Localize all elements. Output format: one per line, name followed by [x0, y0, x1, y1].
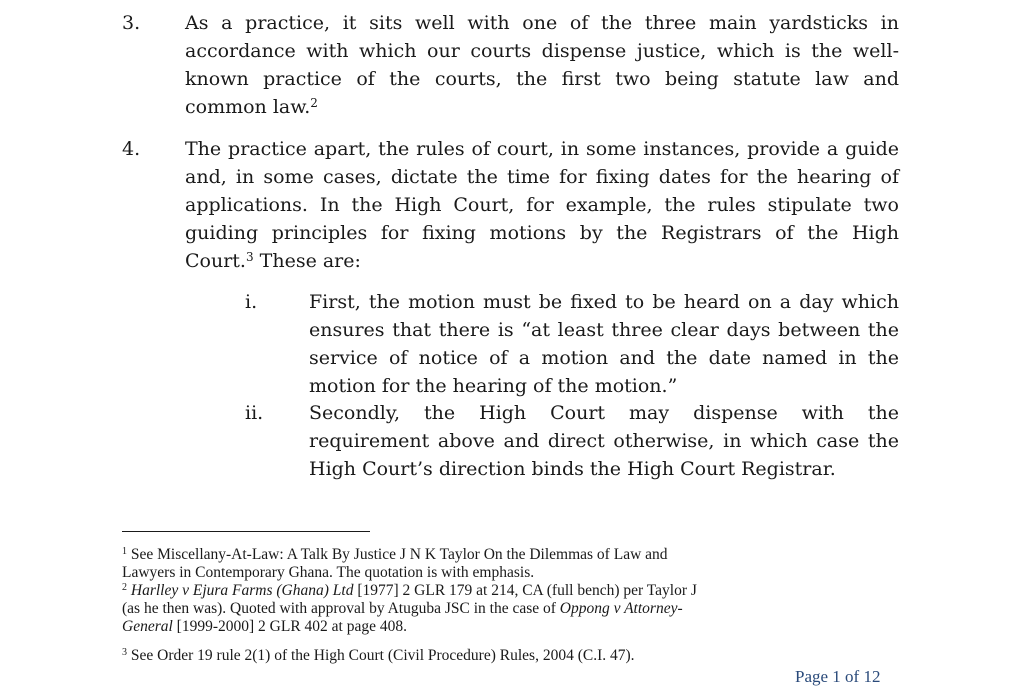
case-citation: Harlley v Ejura Farms (Ghana) Ltd — [130, 582, 354, 599]
footnote-marker: 1 — [122, 546, 127, 557]
paragraph-number: 4. — [122, 138, 141, 160]
footnote-line — [122, 618, 882, 636]
footnote-line — [122, 600, 882, 618]
paragraph-line-text: common law. — [185, 96, 311, 118]
paragraph-text — [185, 9, 899, 121]
footnote-line — [122, 546, 882, 564]
subitem-text — [309, 288, 899, 400]
case-citation: Oppong v Attorney- — [559, 600, 683, 617]
subitem-number: i. — [245, 291, 258, 313]
footnote-text: See Order 19 rule 2(1) of the High Court (Civil Procedure) Rules, 2004 (C.I. 47). — [130, 647, 635, 664]
footnote-marker: 2 — [122, 582, 127, 593]
paragraph-line: known practice of the courts, the first two being statute law and — [185, 68, 899, 90]
paragraph-line: accordance with which our courts dispense justice, which is the well- — [185, 40, 899, 62]
footnote-line — [122, 647, 882, 665]
subitem-line: High Court’s direction binds the High Court Registrar. — [309, 458, 836, 480]
subitem-line: Secondly, the High Court may dispense with the — [309, 402, 899, 424]
page-number: Page 1 of 12 — [795, 667, 881, 686]
footnote-1 — [122, 546, 882, 582]
footnote-2 — [122, 582, 882, 636]
footnote-text: [1999-2000] 2 GLR 402 at page 408. — [172, 618, 407, 635]
footnote-ref[interactable]: 3 — [245, 250, 254, 264]
paragraph-line: applications. In the High Court, for example, the rules stipulate two — [185, 194, 899, 216]
subitem-line: First, the motion must be fixed to be heard on a day which — [309, 291, 899, 313]
footnote-text: (as he then was). Quoted with approval by Atuguba JSC in the case of — [122, 600, 560, 617]
subitem-line: service of notice of a motion and the date named in the — [309, 347, 899, 369]
paragraph-line — [185, 93, 899, 121]
paragraph-line: As a practice, it sits well with one of the three main yardsticks in — [185, 12, 899, 34]
paragraph-line: The practice apart, the rules of court, in some instances, provide a guide — [185, 138, 899, 160]
paragraph-line — [185, 247, 899, 275]
subitem-text — [309, 399, 899, 483]
paragraph-text — [185, 135, 899, 275]
paragraph-line: and, in some cases, dictate the time for fixing dates for the hearing of — [185, 166, 899, 188]
case-citation: General — [122, 618, 173, 635]
paragraph-line: guiding principles for fixing motions by the Registrars of the High — [185, 222, 899, 244]
footnote-separator — [122, 531, 370, 532]
paragraph-line-text: Court. — [185, 250, 246, 272]
subitem-number: ii. — [245, 402, 264, 424]
paragraph-number: 3. — [122, 12, 141, 34]
footnote-3 — [122, 647, 882, 665]
subitem-line: motion for the hearing of the motion.” — [309, 375, 678, 397]
footnote-ref[interactable]: 2 — [310, 96, 318, 110]
footnote-text: [1977] 2 GLR 179 at 214, CA (full bench) per Taylor J — [353, 582, 697, 599]
subitem-line: requirement above and direct otherwise, in which case the — [309, 430, 899, 452]
subitem-line: ensures that there is “at least three clear days between the — [309, 319, 899, 341]
paragraph-line-text: These are: — [253, 250, 361, 272]
footnote-marker: 3 — [122, 647, 127, 658]
footnote-line — [122, 582, 882, 600]
footnote-line: Lawyers in Contemporary Ghana. The quotation is with emphasis. — [122, 564, 535, 581]
footnote-text: See Miscellany-At-Law: A Talk By Justice J N K Taylor On the Dilemmas of Law and — [130, 546, 668, 563]
